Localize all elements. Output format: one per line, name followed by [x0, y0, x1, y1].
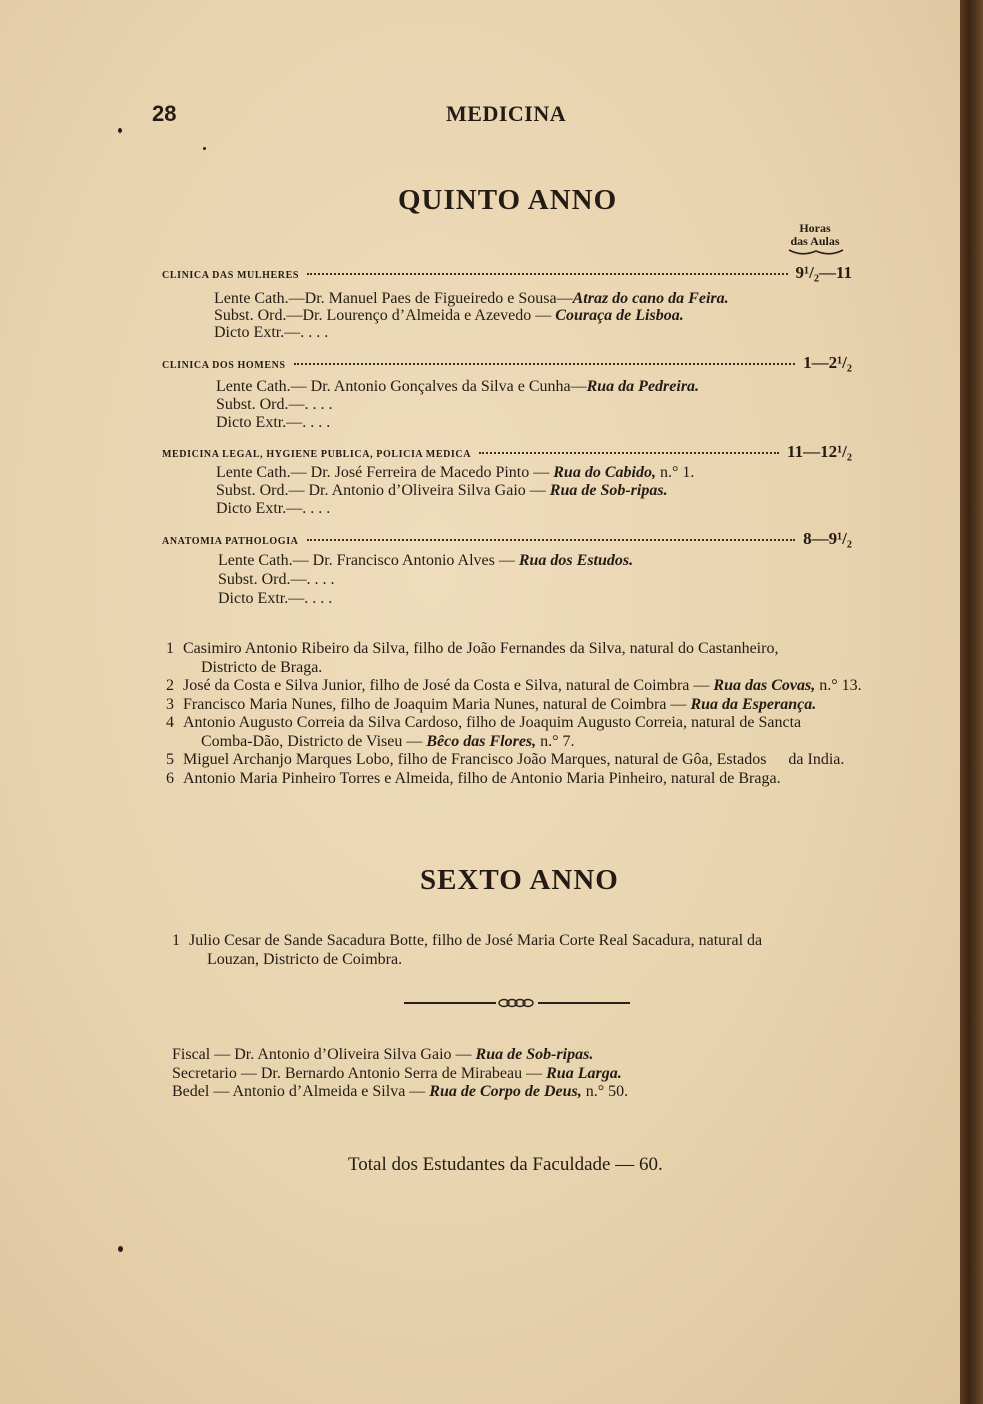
student-address-number: n.° 7. [536, 732, 575, 750]
course-hours: 1—2¹/₂ [803, 353, 852, 372]
hours-column-label [780, 222, 850, 248]
staff-role: Dicto Extr.—. . . . [216, 500, 331, 517]
staff-role: Subst. Ord.—. . . . [218, 571, 335, 588]
staff-role: Dicto Extr.—. . . . [214, 324, 329, 341]
staff-name: Dr. Lourenço d’Almeida e Azevedo — [302, 307, 556, 324]
course-row [162, 263, 852, 283]
staff-address: Rua de Sob-ripas. [549, 482, 668, 499]
staff-line [216, 377, 699, 396]
student-address-number: n.° 13. [815, 677, 862, 694]
student-address: Rua da Esperança. [690, 695, 817, 713]
officer-line [172, 1083, 628, 1102]
staff-address: Atraz do cano da Feira. [572, 290, 729, 307]
course-hours: 9¹/₂—11 [795, 263, 852, 282]
student-number: 6 [166, 769, 174, 787]
staff-role: Lente Cath.— [214, 290, 305, 307]
student-number: 5 [166, 751, 174, 768]
ink-speck [203, 147, 206, 150]
officer-role: Fiscal — [172, 1046, 235, 1063]
student-text-cont: da India. [788, 751, 845, 768]
staff-address-number: n.° 1. [655, 464, 695, 481]
student-number: 3 [166, 695, 174, 713]
student-text: Casimiro Antonio Ribeiro da Silva, filho de João Fernandes da Silva, natural do Castanheiro, [183, 640, 779, 657]
student-text-cont: Districto de Braga. [201, 658, 323, 676]
officer-name: Dr. Antonio d’Oliveira Silva Gaio — [234, 1046, 476, 1063]
hours-brace-ornament [788, 248, 844, 258]
course-hours: 11—12¹/₂ [787, 442, 852, 461]
staff-name: Dr. José Ferreira de Macedo Pinto — [310, 464, 554, 481]
officer-name: Dr. Bernardo Antonio Serra de Mirabeau — [260, 1064, 547, 1082]
staff-line [216, 463, 694, 482]
student-number: 4 [166, 714, 174, 731]
staff-address: Couraça de Lisboa. [555, 307, 684, 324]
staff-role: Lente Cath.— [218, 552, 313, 569]
ink-speck [118, 128, 122, 133]
course-row [162, 529, 852, 549]
course-name: CLINICA DAS MULHERES [162, 270, 300, 281]
officer-address: Rua Larga. [546, 1064, 622, 1082]
course-hours: 8—9¹/₂ [803, 529, 852, 548]
staff-address: Rua dos Estudos. [518, 552, 634, 569]
staff-address: Rua do Cabido, [553, 464, 656, 481]
dot-leader [479, 452, 779, 454]
hours-label-line2: das Aulas [790, 234, 840, 248]
course-row [162, 442, 852, 462]
officer-role: Bedel — [172, 1083, 233, 1100]
staff-role: Subst. Ord.— [216, 482, 309, 499]
student-text: Francisco Maria Nunes, filho de Joaquim Maria Nunes, natural de Coimbra — [183, 695, 691, 713]
officer-address: Rua de Corpo de Deus, [429, 1083, 582, 1100]
dot-leader [307, 539, 796, 541]
staff-name: Dr. Francisco Antonio Alves — [312, 552, 519, 569]
course-row [162, 353, 852, 373]
staff-line [216, 499, 330, 518]
student-address: Bêco das Flores, [426, 732, 537, 750]
divider-ornament [404, 995, 630, 1011]
staff-line [218, 551, 633, 570]
course-name: MEDICINA LEGAL, HYGIENE PUBLICA, POLICIA MEDICA [162, 449, 472, 460]
student-number: 1 [172, 932, 180, 949]
staff-name: Dr. Manuel Paes de Figueiredo e Sousa— [304, 290, 573, 307]
list-item [166, 751, 866, 770]
student-text: Antonio Augusto Correia da Silva Cardoso, filho de Joaquim Augusto Correia, natural de Sancta [183, 714, 802, 731]
ink-speck [118, 1246, 123, 1252]
officer-line [172, 1046, 628, 1065]
officer-line [172, 1065, 628, 1084]
course-name: ANATOMIA PATHOLOGIA [162, 536, 299, 547]
staff-name: Dr. Antonio Gonçalves da Silva e Cunha— [310, 378, 587, 395]
staff-line [218, 589, 332, 608]
list-item [166, 640, 866, 677]
dot-leader [307, 273, 787, 275]
staff-role: Subst. Ord.—. . . . [216, 396, 333, 413]
staff-role: Subst. Ord.— [214, 307, 303, 324]
student-text: Antonio Maria Pinheiro Torres e Almeida, filho de Antonio Maria Pinheiro, natural de Braga. [183, 769, 781, 787]
student-text-cont: Comba-Dão, Districto de Viseu — [201, 732, 427, 750]
list-item [166, 714, 866, 751]
officer-address-number: n.° 50. [581, 1083, 629, 1100]
book-binding [960, 0, 983, 1404]
hours-label-line1: Horas [799, 221, 831, 235]
staff-line [216, 413, 330, 432]
student-text-cont: Louzan, Districto de Coimbra. [207, 950, 403, 968]
staff-address: Rua da Pedreira. [586, 378, 700, 395]
staff-role: Lente Cath.— [216, 378, 311, 395]
student-text: Miguel Archanjo Marques Lobo, filho de Francisco João Marques, natural de Gôa, Estados [183, 751, 767, 768]
student-text: José da Costa e Silva Junior, filho de José da Costa e Silva, natural de Coimbra — [183, 677, 714, 694]
staff-role: Dicto Extr.—. . . . [216, 414, 331, 431]
dot-leader [294, 363, 795, 365]
student-address-cont: Covas, [771, 677, 816, 694]
student-text: Julio Cesar de Sande Sacadura Botte, filho de José Maria Corte Real Sacadura, natural da [189, 932, 763, 949]
officer-role: Secretario — [172, 1064, 261, 1082]
staff-line [218, 570, 334, 589]
course-name: CLINICA DOS HOMENS [162, 360, 286, 371]
student-total: Total dos Estudantes da Faculdade — 60. [348, 1154, 663, 1175]
list-item [166, 696, 866, 715]
staff-name: Dr. Antonio d’Oliveira Silva Gaio — [308, 482, 550, 499]
staff-role: Lente Cath.— [216, 464, 311, 481]
staff-line [216, 395, 332, 414]
sexto-student-list [172, 932, 872, 969]
officer-address: Rua de Sob-ripas. [475, 1046, 594, 1063]
list-item [172, 932, 872, 969]
sexto-anno-title: SEXTO ANNO [420, 864, 619, 896]
faculty-officers [172, 1046, 628, 1102]
student-number: 2 [166, 677, 174, 694]
student-address: Rua das [713, 677, 768, 694]
list-item [166, 770, 866, 789]
quinto-student-list [166, 640, 866, 788]
staff-line [216, 481, 668, 500]
student-number: 1 [166, 640, 174, 657]
officer-name: Antonio d’Almeida e Silva — [232, 1083, 430, 1100]
staff-line [214, 323, 328, 342]
running-title: MEDICINA [446, 101, 567, 126]
list-item [166, 677, 866, 696]
staff-role: Dicto Extr.—. . . . [218, 590, 333, 607]
page-number: 28 [152, 101, 177, 126]
quinto-anno-title: QUINTO ANNO [398, 184, 618, 216]
